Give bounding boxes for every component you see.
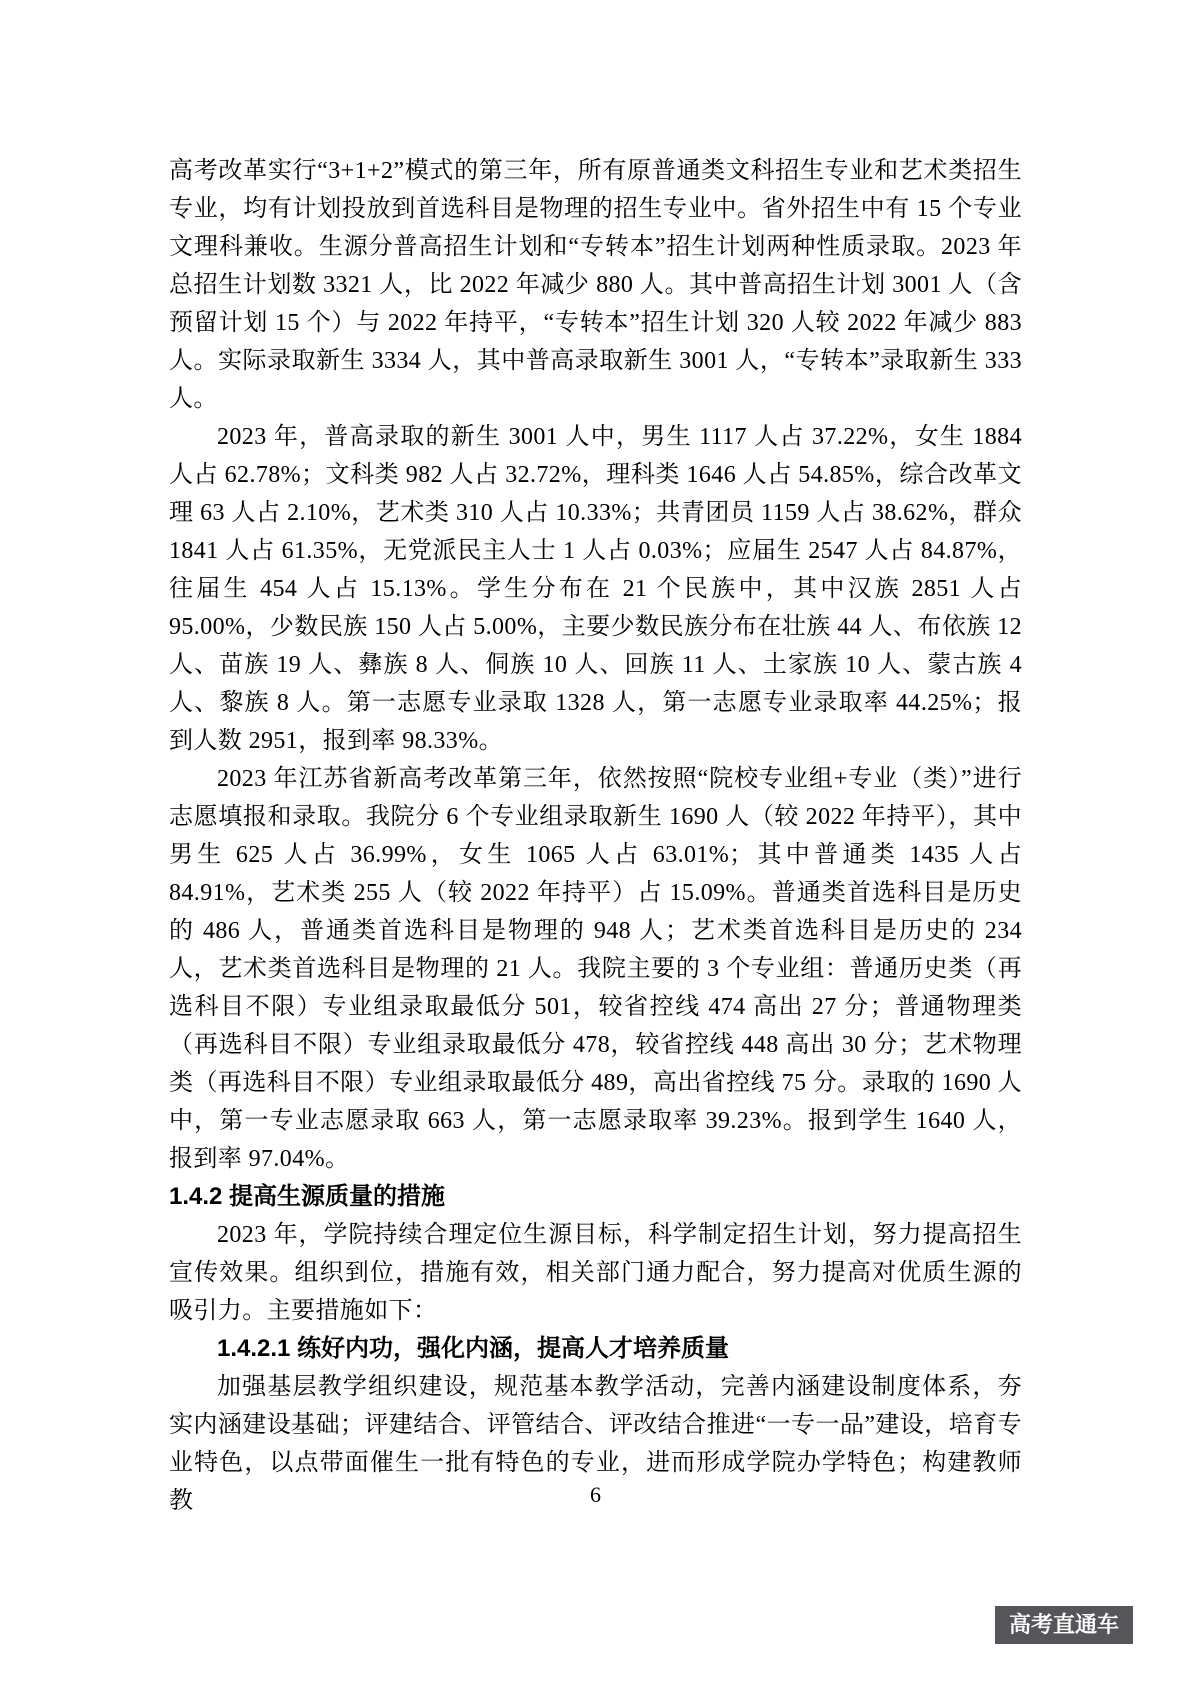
page-number: 6 [590, 1482, 601, 1507]
document-body [169, 152, 1022, 1520]
watermark-badge: 高考直通车 [995, 1606, 1133, 1644]
paragraph-teaching-quality: 加强基层教学组织建设，规范基本教学活动，完善内涵建设制度体系，夯实内涵建设基础；评建结合、评管结合、评改结合推进“一专一品”建设，培育专业特色，以点带面催生一批有特色的专业，进而形成学院办学特色；构建教师教 [169, 1374, 1022, 1514]
paragraph-enrollment-plan: 高考改革实行“3+1+2”模式的第三年，所有原普通类文科招生专业和艺术类招生专业，均有计划投放到首选科目是物理的招生专业中。省外招生中有 15 个专业文理科兼收。生源分普高招生计划和“专转本”招生计划两种性质录取。2023 年总招生计划数 3321 人，比 2022 年减少 880 人。其中普高招生计划 3001 人（含预留计划 15 个）与 2022 年持平，“专转本”招生计划 320 人较 2022 年减少 883 人。实际录取新生 3334 人，其中普高录取新生 3001 人，“专转本”录取新生 333 人。 [169, 158, 1022, 412]
paragraph-jiangsu-admission: 2023 年江苏省新高考改革第三年，依然按照“院校专业组+专业（类）”进行志愿填报和录取。我院分 6 个专业组录取新生 1690 人（较 2022 年持平），其中男生 625 人占 36.99%，女生 1065 人占 63.01%；其中普通类 1435 人占 84.91%，艺术类 255 人（较 2022 年持平）占 15.09%。普通类首选科目是历史的 486 人，普通类首选科目是物理的 948 人；艺术类首选科目是历史的 234 人，艺术类首选科目是物理的 21 人。我院主要的 3 个专业组：普通历史类（再选科目不限）专业组录取最低分 501，较省控线 474 高出 27 分；普通物理类（再选科目不限）专业组录取最低分 478，较省控线 448 高出 30 分；艺术物理类（再选科目不限）专业组录取最低分 489，高出省控线 75 分。录取的 1690 人中，第一专业志愿录取 663 人，第一志愿录取率 39.23%。报到学生 1640 人，报到率 97.04%。 [169, 766, 1022, 1172]
paragraph-freshman-statistics: 2023 年，普高录取的新生 3001 人中，男生 1117 人占 37.22%，女生 1884 人占 62.78%；文科类 982 人占 32.72%，理科类 1646 人占 54.85%，综合改革文理 63 人占 2.10%，艺术类 310 人占 10.33%；共青团员 1159 人占 38.62%，群众 1841 人占 61.35%，无党派民主人士 1 人占 0.03%；应届生 2547 人占 84.87%，往届生 454 人占 15.13%。学生分布在 21 个民族中，其中汉族 2851 人占 95.00%，少数民族 150 人占 5.00%，主要少数民族分布在壮族 44 人、布依族 12 人、苗族 19 人、彝族 8 人、侗族 10 人、回族 11 人、土家族 10 人、蒙古族 4 人、黎族 8 人。第一志愿专业录取 1328 人，第一志愿专业录取率 44.25%；报到人数 2951，报到率 98.33%。 [169, 424, 1022, 754]
section-heading-1-4-2-1: 1.4.2.1 练好内功，强化内涵，提高人才培养质量 [217, 1335, 730, 1362]
paragraph-measures-intro: 2023 年，学院持续合理定位生源目标，科学制定招生计划，努力提高招生宣传效果。组织到位，措施有效，相关部门通力配合，努力提高对优质生源的吸引力。主要措施如下： [169, 1222, 1022, 1324]
section-heading-1-4-2: 1.4.2 提高生源质量的措施 [169, 1183, 446, 1210]
